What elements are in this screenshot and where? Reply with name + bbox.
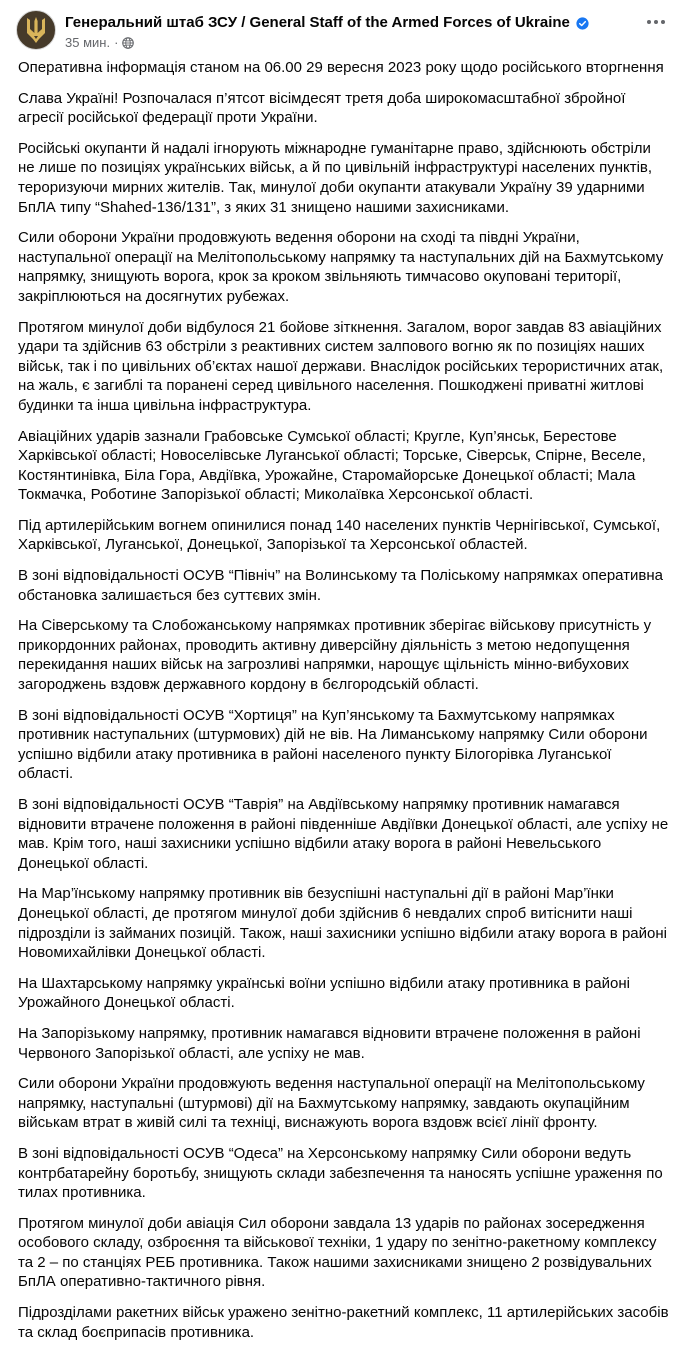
post-body bbox=[18, 58, 670, 1353]
post-paragraph: На Шахтарському напрямку українські воїни успішно відбили атаку противника в районі Урожайного Донецької області. bbox=[18, 974, 630, 1012]
post-paragraph: Оперативна інформація станом на 06.00 29 вересня 2023 року щодо російського вторгнення bbox=[18, 59, 664, 76]
post-header bbox=[16, 10, 668, 54]
avatar[interactable] bbox=[16, 10, 56, 50]
post-timestamp-link[interactable]: 35 мин. bbox=[65, 35, 111, 50]
post-meta bbox=[65, 10, 589, 51]
post-paragraph: Підрозділами ракетних військ уражено зенітно-ракетний комплекс, 11 артилерійських засобів та склад боєприпасів противника. bbox=[18, 1304, 669, 1341]
more-options-icon[interactable] bbox=[644, 10, 668, 34]
post-time-line bbox=[65, 35, 589, 51]
post-paragraph: Російські окупанти й надалі ігнорують міжнародне гуманітарне право, здійснюють обстріли не лише по позиціях українських військ, а й по цивільній інфраструктурі населених пунктів, тероризуючи мирних жителів. Так, минулої доби окупанти атакували Україну 39 ударними БпЛА типу “Shahed-136/131”, з яких 31 знищено нашими захисниками. bbox=[18, 139, 653, 216]
trident-emblem-icon bbox=[23, 16, 49, 44]
post-paragraph: Протягом минулої доби авіація Сил оборони завдала 13 ударів по районах зосередження особового складу, озброєння та військової техніки, 1 удару по зенітно-ракетному комплексу та 2 – по станціях РЕБ противника. Також нашими захисниками знищено 2 розвідувальних БпЛА оперативно-тактичного рівня. bbox=[18, 1214, 657, 1291]
page-name-line bbox=[65, 14, 589, 32]
separator-dot: · bbox=[114, 35, 119, 50]
verified-badge-icon bbox=[576, 17, 589, 30]
post-paragraph: Слава Україні! Розпочалася п’ятсот вісімдесят третя доба широкомасштабної збройної агресії російської федерації проти України. bbox=[18, 89, 626, 127]
post-paragraph: Під артилерійським вогнем опинилися понад 140 населених пунктів Чернігівської, Сумської, Харківської, Луганської, Донецької, Запорізької та Херсонської областей. bbox=[18, 516, 661, 554]
post-paragraph: Протягом минулої доби відбулося 21 бойове зіткнення. Загалом, ворог завдав 83 авіаційних удари та здійснив 63 обстріли з реактивних систем залпового вогню як по позиціях наших військ, так і по цивільних об’єктах нашої держави. Внаслідок російських терористичних атак, на жаль, є загиблі та поранені серед цивільного населення. Пошкоджені приватні житлові будинки та інша цивільна інфраструктура. bbox=[18, 318, 664, 414]
post-paragraph: В зоні відповідальності ОСУВ “Одеса” на Херсонському напрямку Сили оборони ведуть контрбатарейну боротьбу, знищують склади забезпечення та наносять успішне ураження по тилах противника. bbox=[18, 1144, 663, 1202]
post-paragraph: Сили оборони України продовжують ведення оборони на сході та півдні України, наступальної операції на Мелітопольському напрямку та наступальних дій на Бахмутському напрямку, знищують ворога, крок за кроком звільняють тимчасово окуповані території, закріплюються на досягнутих рубежах. bbox=[18, 229, 664, 305]
post-paragraph: На Мар’їнському напрямку противник вів безуспішні наступальні дії в районі Мар’їнки Донецької області, де протягом минулої доби здійснив 6 невдалих спроб витіснити наші підрозділи із займаних позицій. Також, наші захисники успішно відбили атаку ворога в районі Новомихайлівки Донецької області. bbox=[18, 885, 667, 962]
post-paragraph: Авіаційних ударів зазнали Грабовське Сумської області; Круглe, Куп’янськ, Берестове Харківської області; Новоселівське Луганської області; Торське, Сіверськ, Спірне, Веселе, Костянтинівка, Біла Гора, Авдіївка, Урожайне, Старомайорське Донецької області; Мала Токмачка, Роботине Запорізької області; Миколаївка Херсонської області. bbox=[18, 427, 646, 504]
post-paragraph: На Запорізькому напрямку, противник намагався відновити втрачене положення в районі Червоного Запорізької області, але успіху не мав. bbox=[18, 1024, 641, 1062]
globe-icon[interactable] bbox=[122, 37, 134, 49]
post-paragraph: Сили оборони України продовжують ведення наступальної операції на Мелітопольському напрямку, наступальні (штурмові) дії на Бахмутському напрямку, завдають окупаційним військам втрат в живій силі та техніці, виснажують ворога вздовж всієї лінії фронту. bbox=[18, 1075, 645, 1132]
post-paragraph: На Сіверському та Слобожанському напрямках противник зберігає військову присутність у прикордонних районах, проводить активну диверсійну діяльність з метою недопущення перекидання наших військ на загрозливі напрямки, нарощує щільність мінно-вибухових загороджень вздовж державного кордону в бєлгородській області. bbox=[18, 617, 652, 694]
page-name-link[interactable]: Генеральний штаб ЗСУ / General Staff of the Armed Forces of Ukraine bbox=[65, 14, 570, 31]
post-paragraph: В зоні відповідальності ОСУВ “Хортиця” на Куп’янському та Бахмутському напрямках противник наступальних (штурмових) дій не вів. На Лиманському напрямку Сили оборони успішно відбили атаку противника в районі населеного пункту Білогорівка Луганської області. bbox=[18, 706, 648, 783]
post-paragraph: В зоні відповідальності ОСУВ “Таврія” на Авдіївському напрямку противник намагався відновити втрачене положення в районі південніше Авдіївки Донецької області, але успіху не мав. Крім того, наші захисники успішно відбили атаку ворога в районі Невельського Донецької області. bbox=[18, 796, 669, 872]
post-paragraph: В зоні відповідальності ОСУВ “Північ” на Волинському та Поліському напрямках оперативна обстановка залишається без суттєвих змін. bbox=[18, 567, 664, 604]
